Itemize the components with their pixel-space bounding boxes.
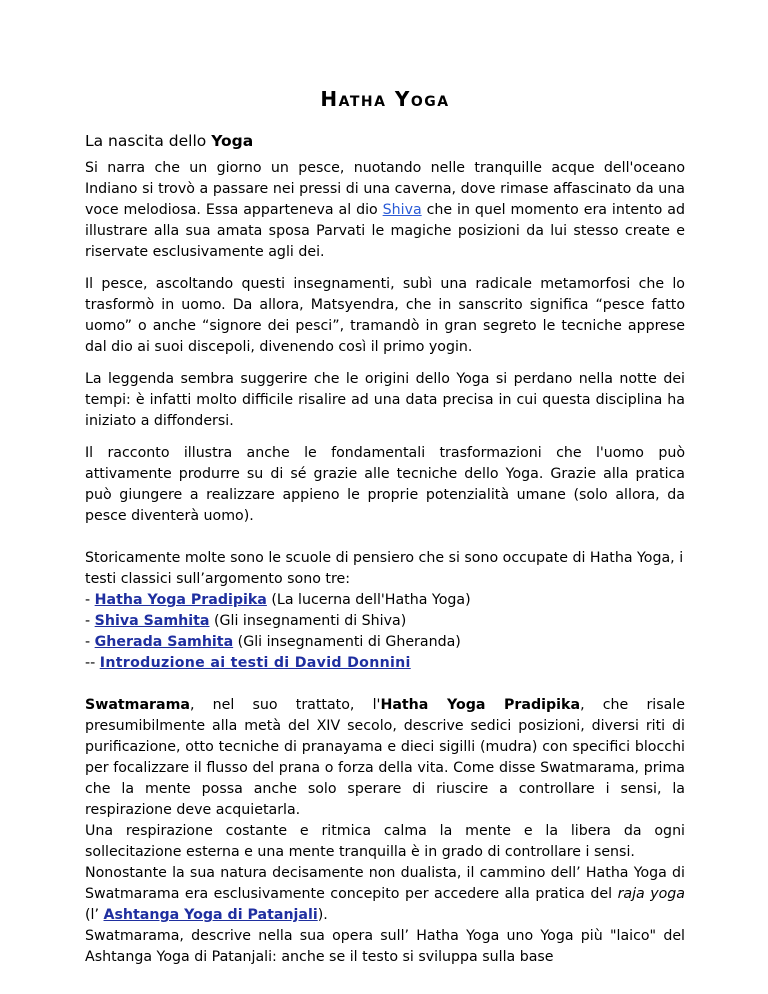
shiva-link[interactable]: Shiva [382, 202, 422, 218]
paragraph-legend [85, 158, 685, 263]
list-item-text: (La lucerna dell'Hatha Yoga) [266, 592, 471, 608]
classic-texts-list [85, 590, 685, 674]
section-heading-bold: Yoga [211, 132, 254, 150]
list-item [85, 611, 685, 632]
section-heading [85, 131, 685, 152]
paragraph-text: , nel suo trattato, l' [189, 697, 381, 713]
list-bullet: - [85, 634, 95, 650]
list-item-text: (Gli insegnamenti di Shiva) [209, 613, 407, 629]
raja-yoga-italic: raja yoga [617, 886, 686, 902]
paragraph-swatmarama [85, 695, 685, 821]
list-bullet: - [85, 592, 95, 608]
paragraph-origins: La leggenda sembra suggerire che le origini dello Yoga si perdano nella notte dei tempi: è infatti molto difficile risalire ad una data precisa in cui questa disciplina ha iniziato a diffondersi. [85, 371, 685, 429]
paragraph-text: , che risale presumibilmente alla metà del XIV secolo, descrive sedici posizioni, diversi riti di purificazione, otto tecniche di pranayama e dieci sigilli (mudra) con specifici blocchi per focalizzare il flusso del prana o forza della vita. Come disse Swatmarama, prima che la mente possa anche solo sperare di riuscire a controllare i sensi, la respirazione deve acquietarla. [85, 697, 685, 818]
classic-texts-intro: Storicamente molte sono le scuole di pensiero che si sono occupate di Hatha Yoga, i testi classici sull’argomento sono tre: [85, 550, 684, 587]
paragraph-non-dualist [85, 863, 685, 926]
swatmarama-bold: Swatmarama [85, 697, 190, 713]
paragraph-transformations: Il racconto illustra anche le fondamentali trasformazioni che l'uomo può attivamente produrre su di sé grazie alle tecniche dello Yoga. Grazie alla pratica può giungere a realizzare appieno le proprie potenzialità umane (solo allora, da pesce diventerà uomo). [85, 445, 685, 524]
list-item [85, 632, 685, 653]
section-heading-text: La nascita dello [85, 132, 212, 150]
paragraph-text: Nonostante la sua natura decisamente non dualista, il cammino dell’ Hatha Yoga di Swatmarama era esclusivamente concepito per accedere alla pratica del [85, 865, 685, 902]
hatha-yoga-pradipika-link[interactable]: Hatha Yoga Pradipika [94, 592, 267, 608]
paragraph-laico: Swatmarama, descrive nella sua opera sull’ Hatha Yoga uno Yoga più "laico" del Ashtanga Yoga di Patanjali: anche se il testo si sviluppa sulla base [85, 928, 685, 965]
document-page [85, 84, 685, 968]
shiva-samhita-link[interactable]: Shiva Samhita [94, 613, 210, 629]
ashtanga-yoga-link[interactable]: Ashtanga Yoga di Patanjali [103, 907, 318, 923]
pradipika-bold: Hatha Yoga Pradipika [380, 697, 581, 713]
list-item-text: (Gli insegnamenti di Gheranda) [233, 634, 461, 650]
gherada-samhita-link[interactable]: Gherada Samhita [94, 634, 234, 650]
list-bullet: -- [85, 655, 100, 671]
introduzione-donnini-link[interactable]: Introduzione ai testi di David Donnini [99, 655, 411, 671]
paragraph-text: Si narra che un giorno un pesce, nuotando nelle tranquille acque dell'oceano Indiano si trovò a passare nei pressi di una caverna, dove rimase affascinato da una voce melodiosa. Essa apparteneva al dio [85, 160, 685, 218]
list-bullet: - [85, 613, 95, 629]
page-title: Hatha Yoga [320, 87, 450, 111]
paragraph-text: che in quel momento era intento ad illustrare alla sua amata sposa Parvati le magiche posizioni da lui stesso create e riservate esclusivamente agli dei. [85, 202, 685, 260]
list-item [85, 653, 685, 674]
list-item [85, 590, 685, 611]
paragraph-text: ). [317, 907, 328, 923]
paragraph-text: (l’ [85, 907, 104, 923]
paragraph-breathing: Una respirazione costante e ritmica calma la mente e la libera da ogni sollecitazione esterna e una mente tranquilla è in grado di controllare i sensi. [85, 823, 685, 860]
paragraph-metamorphosis: Il pesce, ascoltando questi insegnamenti, subì una radicale metamorfosi che lo trasformò in uomo. Da allora, Matsyendra, che in sanscrito significa “pesce fatto uomo” o anche “signore dei pesci”, tramandò in gran segreto le tecniche apprese dal dio ai suoi discepoli, divenendo così il primo yogin. [85, 276, 685, 355]
